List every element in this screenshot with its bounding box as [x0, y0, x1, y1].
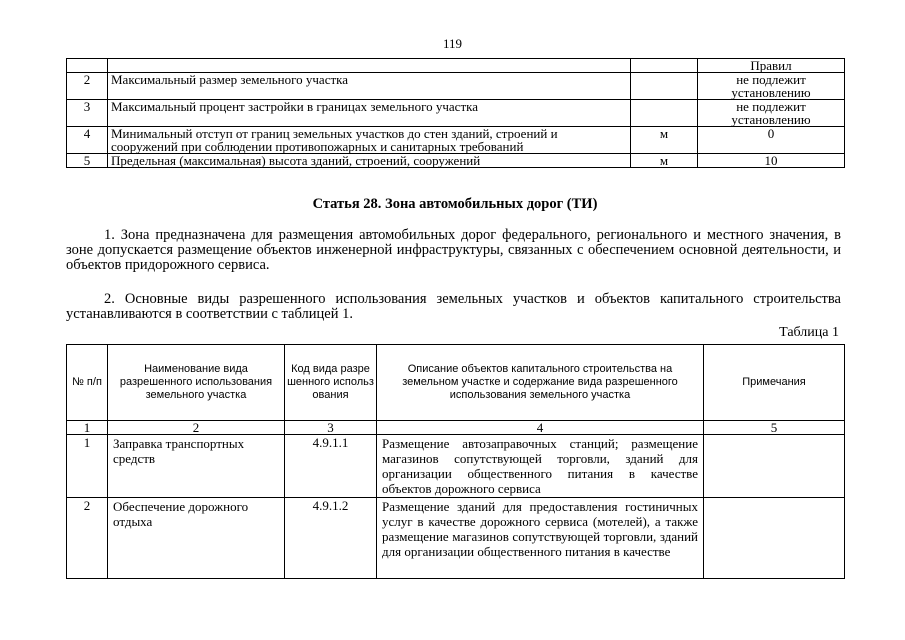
- row-desc-cell: [377, 498, 704, 579]
- table-row: [67, 498, 845, 579]
- table-row: [67, 100, 845, 127]
- article-title: Статья 28. Зона автомобильных дорог (ТИ): [312, 196, 598, 212]
- row-num: 2: [67, 73, 108, 100]
- header-desc: Описание объектов капитального строительства на земельном участке и содержание вида разрешенного использования земельного участка: [377, 345, 704, 421]
- row-name: Заправка транспортных средств: [108, 435, 285, 498]
- row-name: Минимальный отступ от границ земельных участков до стен зданий, строений и сооружений при соблюдении противопожарных и санитарных требований: [108, 127, 631, 154]
- row-value: не подлежит установлению: [698, 73, 845, 100]
- row-num: 4: [67, 127, 108, 154]
- row-value: 10: [698, 154, 845, 168]
- row-unit: [631, 73, 698, 100]
- table-row: [67, 127, 845, 154]
- row-name: Обеспечение дорожного отдыха: [108, 498, 285, 579]
- permitted-use-table: [66, 344, 845, 579]
- row-notes: [704, 435, 845, 498]
- col-number: 2: [108, 421, 285, 435]
- table-row: [67, 435, 845, 498]
- header-num: № п/п: [67, 345, 108, 421]
- row-num: 5: [67, 154, 108, 168]
- column-number-row: [67, 421, 845, 435]
- row-desc: Размещение зданий для предоставления гостиничных услуг в качестве дорожного сервиса (мотелей), а также размещение магазинов сопутствующей торговли, зданий для организации общественного питания в качестве: [382, 499, 698, 559]
- row-code: 4.9.1.2: [285, 498, 377, 579]
- row-code: 4.9.1.1: [285, 435, 377, 498]
- row-unit: м: [631, 154, 698, 168]
- row-value: 0: [698, 127, 845, 154]
- row-num: 1: [67, 435, 108, 498]
- table-row: [67, 73, 845, 100]
- col-number: 5: [704, 421, 845, 435]
- header-right-cell: Правил: [698, 59, 845, 73]
- header-code: Код вида разрешенного использования: [285, 345, 377, 421]
- row-name: Максимальный процент застройки в границах земельного участка: [108, 100, 631, 127]
- row-value: не подлежит установлению: [698, 100, 845, 127]
- table-label: Таблица 1: [779, 325, 839, 340]
- table-row: [67, 154, 845, 168]
- row-desc: Размещение автозаправочных станций; размещение магазинов сопутствующей торговли, зданий для организации общественного питания в качестве объектов дорожного сервиса: [377, 435, 704, 498]
- row-unit: [631, 100, 698, 127]
- header-notes: Примечания: [704, 345, 845, 421]
- limits-table: [66, 58, 845, 168]
- header-row: [67, 345, 845, 421]
- row-unit: м: [631, 127, 698, 154]
- row-name: Максимальный размер земельного участка: [108, 73, 631, 100]
- row-num: 2: [67, 498, 108, 579]
- row-notes: [704, 498, 845, 579]
- row-num: 3: [67, 100, 108, 127]
- paragraph-1: 1. Зона предназначена для размещения автомобильных дорог федерального, регионального и местного значения, в зоне допускается размещение объектов инженерной инфраструктуры, связанных с обеспечением основной деятельности, и объектов придорожного сервиса.: [66, 227, 841, 273]
- table-row: [67, 59, 845, 73]
- page-number: 119: [442, 36, 463, 51]
- header-name: Наименование вида разрешенного использования земельного участка: [108, 345, 285, 421]
- paragraph-2: 2. Основные виды разрешенного использования земельных участков и объектов капитального строительства устанавливаются в соответствии с таблицей 1.: [66, 291, 841, 322]
- col-number: 4: [377, 421, 704, 435]
- row-name: Предельная (максимальная) высота зданий, строений, сооружений: [108, 154, 631, 168]
- col-number: 3: [285, 421, 377, 435]
- col-number: 1: [67, 421, 108, 435]
